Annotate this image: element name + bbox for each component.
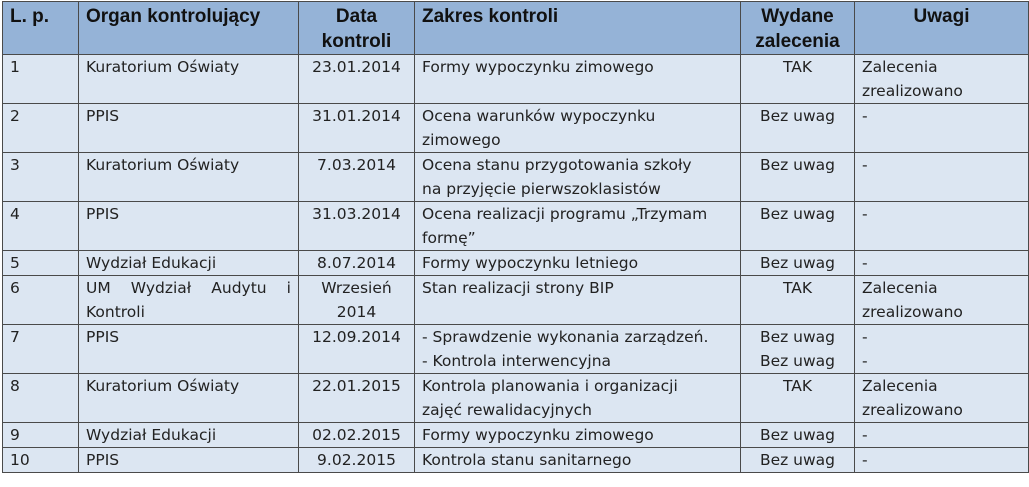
cell-zalecenia-line: Bez uwag <box>759 254 836 272</box>
cell-uwagi-line: - <box>862 328 868 346</box>
cell-zakres <box>415 104 741 153</box>
table-row <box>3 55 1029 104</box>
cell-zalecenia-line: Bez uwag <box>759 426 836 444</box>
cell-data: Wrzesień 2014 <box>299 276 415 325</box>
cell-zakres-line: Formy wypoczynku zimowego <box>422 426 654 444</box>
cell-zakres <box>415 374 741 423</box>
cell-zakres <box>415 448 741 473</box>
cell-uwagi-line: - <box>862 156 868 174</box>
cell-uwagi-line: - <box>862 254 868 272</box>
cell-organ: Kuratorium Oświaty <box>79 374 299 423</box>
cell-uwagi <box>855 325 1029 374</box>
cell-zakres-line: Formy wypoczynku zimowego <box>422 58 654 76</box>
cell-uwagi-line: - <box>862 451 868 469</box>
cell-uwagi-line: Zalecenia <box>862 58 938 76</box>
cell-organ: Kuratorium Oświaty <box>79 55 299 104</box>
cell-uwagi <box>855 153 1029 202</box>
cell-lp: 5 <box>3 251 79 276</box>
cell-organ: Wydział Edukacji <box>79 251 299 276</box>
cell-uwagi <box>855 104 1029 153</box>
cell-zakres-line: - Sprawdzenie wykonania zarządzeń. <box>422 328 709 346</box>
cell-zalecenia-line: TAK <box>782 58 813 76</box>
table-row <box>3 423 1029 448</box>
cell-data: 02.02.2015 <box>299 423 415 448</box>
header-lp: L. p. <box>3 2 79 55</box>
cell-zalecenia-line: Bez uwag <box>759 205 836 223</box>
cell-zalecenia <box>741 153 855 202</box>
table-row <box>3 448 1029 473</box>
header-data: Data kontroli <box>299 2 415 55</box>
cell-organ: UM Wydział Audytu i Kontroli <box>79 276 299 325</box>
cell-zakres-line: zimowego <box>422 131 501 149</box>
cell-data: 22.01.2015 <box>299 374 415 423</box>
cell-uwagi-line: Zalecenia <box>862 377 938 395</box>
cell-uwagi <box>855 448 1029 473</box>
cell-zakres <box>415 423 741 448</box>
cell-zalecenia <box>741 423 855 448</box>
cell-zalecenia-line: Bez uwag <box>759 352 836 370</box>
cell-uwagi-line: Zalecenia <box>862 279 938 297</box>
cell-uwagi-line: - <box>862 205 868 223</box>
cell-uwagi <box>855 276 1029 325</box>
cell-zalecenia-line: Bez uwag <box>759 328 836 346</box>
cell-data: 12.09.2014 <box>299 325 415 374</box>
controls-table <box>2 1 1029 473</box>
cell-zakres-line: Formy wypoczynku letniego <box>422 254 639 272</box>
cell-lp: 4 <box>3 202 79 251</box>
table-row <box>3 374 1029 423</box>
cell-zalecenia <box>741 251 855 276</box>
cell-data: 31.03.2014 <box>299 202 415 251</box>
cell-data: 7.03.2014 <box>299 153 415 202</box>
cell-zakres-line: - Kontrola interwencyjna <box>422 352 612 370</box>
header-zalecenia: Wydane zalecenia <box>741 2 855 55</box>
cell-zalecenia <box>741 202 855 251</box>
cell-lp: 2 <box>3 104 79 153</box>
cell-uwagi-line: - <box>862 352 868 370</box>
cell-zakres-line: formę” <box>422 229 476 247</box>
cell-uwagi-line: zrealizowano <box>862 82 963 100</box>
table-row <box>3 202 1029 251</box>
cell-organ: PPIS <box>79 104 299 153</box>
cell-zalecenia <box>741 276 855 325</box>
cell-zakres-line: na przyjęcie pierwszoklasistów <box>422 180 661 198</box>
cell-lp: 9 <box>3 423 79 448</box>
cell-zakres-line: Kontrola stanu sanitarnego <box>422 451 632 469</box>
cell-zakres-line: Ocena stanu przygotowania szkoły <box>422 156 692 174</box>
cell-uwagi <box>855 423 1029 448</box>
cell-lp: 3 <box>3 153 79 202</box>
cell-uwagi-line: - <box>862 107 868 125</box>
cell-uwagi-line: zrealizowano <box>862 401 963 419</box>
cell-zalecenia <box>741 325 855 374</box>
cell-organ: PPIS <box>79 448 299 473</box>
table-header-row <box>3 2 1029 55</box>
table-row <box>3 251 1029 276</box>
cell-zakres-line: Stan realizacji strony BIP <box>422 279 614 297</box>
cell-zalecenia <box>741 448 855 473</box>
cell-zakres-line: Ocena warunków wypoczynku <box>422 107 656 125</box>
cell-zakres <box>415 325 741 374</box>
cell-zakres <box>415 276 741 325</box>
cell-zakres-line: zajęć rewalidacyjnych <box>422 401 592 419</box>
cell-organ: Wydział Edukacji <box>79 423 299 448</box>
cell-zalecenia-line: Bez uwag <box>759 107 836 125</box>
cell-zalecenia <box>741 374 855 423</box>
cell-zalecenia <box>741 55 855 104</box>
cell-zakres-line: Ocena realizacji programu „Trzymam <box>422 205 708 223</box>
cell-lp: 10 <box>3 448 79 473</box>
cell-zakres-line: Kontrola planowania i organizacji <box>422 377 678 395</box>
cell-uwagi-line: zrealizowano <box>862 303 963 321</box>
cell-lp: 1 <box>3 55 79 104</box>
cell-uwagi <box>855 202 1029 251</box>
cell-organ: PPIS <box>79 325 299 374</box>
cell-zalecenia-line: TAK <box>782 377 813 395</box>
table-row <box>3 276 1029 325</box>
cell-zalecenia-line: Bez uwag <box>759 156 836 174</box>
table-row <box>3 104 1029 153</box>
cell-uwagi-line: - <box>862 426 868 444</box>
cell-zakres <box>415 55 741 104</box>
cell-lp: 6 <box>3 276 79 325</box>
cell-uwagi <box>855 55 1029 104</box>
table-row <box>3 153 1029 202</box>
cell-data: 9.02.2015 <box>299 448 415 473</box>
cell-data: 8.07.2014 <box>299 251 415 276</box>
cell-zalecenia-line: TAK <box>782 279 813 297</box>
cell-uwagi <box>855 251 1029 276</box>
cell-zalecenia <box>741 104 855 153</box>
cell-organ: PPIS <box>79 202 299 251</box>
cell-zakres <box>415 251 741 276</box>
cell-zalecenia-line: Bez uwag <box>759 451 836 469</box>
header-organ: Organ kontrolujący <box>79 2 299 55</box>
table-row <box>3 325 1029 374</box>
cell-zakres <box>415 153 741 202</box>
cell-uwagi <box>855 374 1029 423</box>
cell-lp: 7 <box>3 325 79 374</box>
cell-zakres <box>415 202 741 251</box>
header-uwagi: Uwagi <box>855 2 1029 55</box>
cell-organ: Kuratorium Oświaty <box>79 153 299 202</box>
cell-data: 31.01.2014 <box>299 104 415 153</box>
cell-lp: 8 <box>3 374 79 423</box>
cell-data: 23.01.2014 <box>299 55 415 104</box>
header-zakres: Zakres kontroli <box>415 2 741 55</box>
